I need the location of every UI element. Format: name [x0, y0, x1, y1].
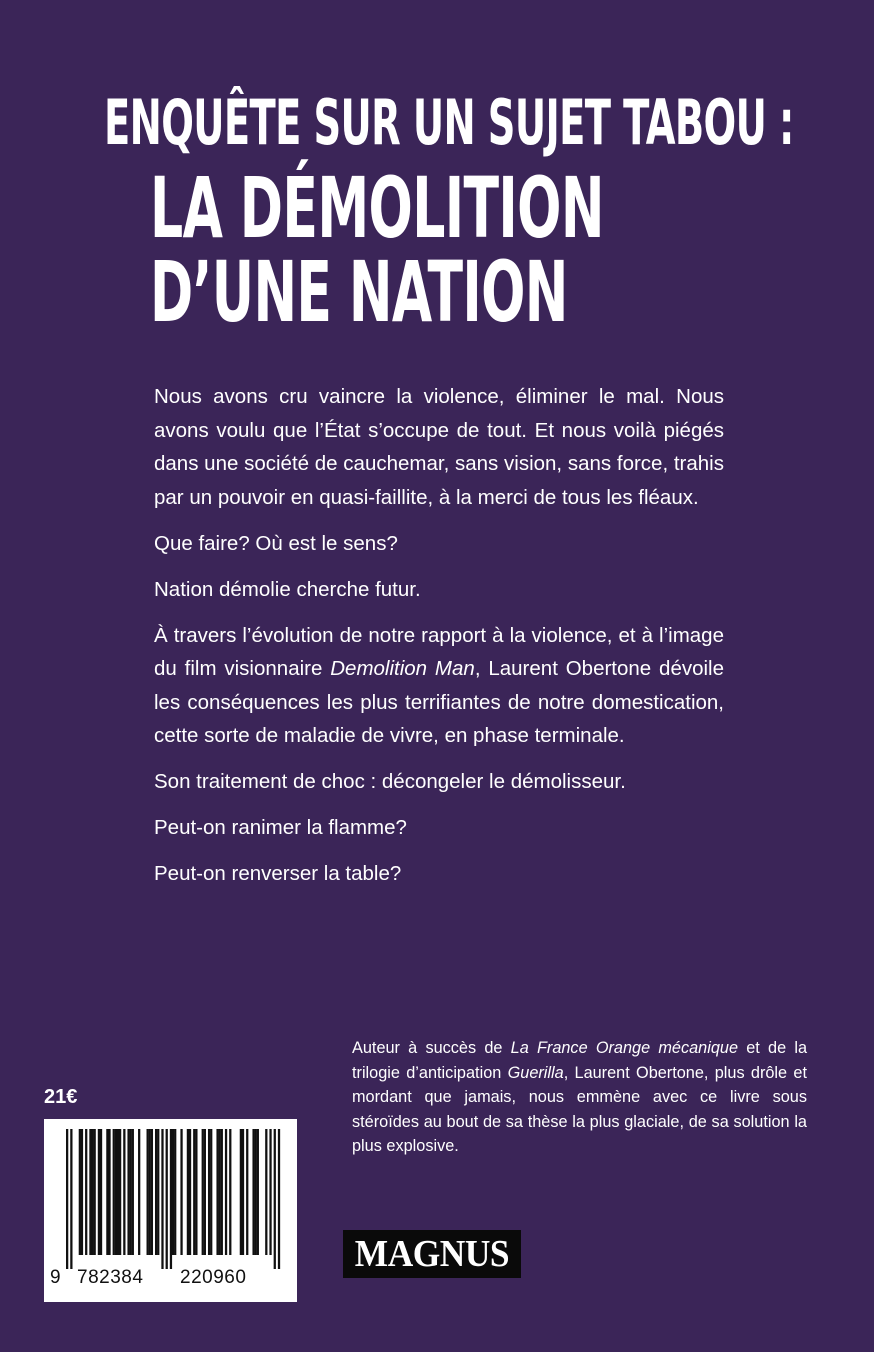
barcode-bar	[252, 1129, 254, 1255]
barcode-bar	[204, 1129, 206, 1255]
blurb-paragraph: Peut-on ranimer la flamme?	[154, 816, 407, 839]
blurb-paragraph: Que faire? Où est le sens?	[154, 531, 398, 555]
book-title: La France Orange mécanique	[510, 1039, 739, 1057]
barcode-bar	[166, 1129, 168, 1269]
barcode-bar	[151, 1129, 153, 1255]
barcode-bar	[70, 1129, 72, 1269]
barcode-bar	[240, 1129, 242, 1255]
barcode-bar	[174, 1129, 176, 1255]
isbn-number	[44, 1267, 297, 1295]
blurb-paragraph: Peut-on renverser la table?	[154, 862, 402, 885]
blurb-paragraph: Nous avons cru vaincre la violence, éliminer le mal. Nous avons voulu que l’État s’occupe de tout. Et nous voilà piégés dans une société de cauchemar, sans vision, sans force, trahis par un pouvoir en quasi-faillite, à la merci de tous les fléaux.	[154, 385, 724, 509]
barcode-bar	[161, 1129, 163, 1269]
barcode-bar	[221, 1129, 223, 1255]
barcode-bar	[91, 1129, 93, 1255]
barcode-bar	[216, 1129, 218, 1255]
film-title: Demolition Man	[330, 657, 475, 680]
barcode-bar	[257, 1129, 259, 1255]
barcode-bar	[157, 1129, 159, 1255]
publisher-logo	[343, 1230, 521, 1278]
barcode-bar	[130, 1129, 132, 1255]
barcode-bar	[155, 1129, 157, 1255]
barcode-bar	[225, 1129, 227, 1255]
barcode-bar	[269, 1129, 271, 1255]
barcode-bar	[81, 1129, 83, 1255]
blurb-text	[154, 380, 724, 903]
barcode-bar	[117, 1129, 119, 1255]
barcode-bar	[202, 1129, 204, 1255]
barcode-bar	[170, 1129, 172, 1269]
barcode-bar	[127, 1129, 129, 1255]
barcode-bar	[242, 1129, 244, 1255]
isbn-digits-left: 782384	[77, 1267, 144, 1288]
barcode-bar	[147, 1129, 149, 1255]
blurb-paragraph	[154, 619, 724, 753]
barcode-bar	[100, 1129, 102, 1255]
barcode-bar	[189, 1129, 191, 1255]
barcode-bar	[123, 1129, 125, 1255]
barcode-bar	[187, 1129, 189, 1255]
barcode-bar	[85, 1129, 87, 1255]
barcode-bar	[132, 1129, 134, 1255]
barcode-bar	[193, 1129, 195, 1255]
barcode-bar	[208, 1129, 210, 1255]
headline-line-1: ENQUÊTE SUR UN SUJET TABOU :	[104, 86, 794, 159]
author-note-span: , Laurent Obertone, plus drôle et mordant que jamais, nous emmène avec ce livre sous stéroïdes au bout de sa thèse la plus glaciale, de sa solution la plus explosive.	[352, 1063, 807, 1155]
blurb-text-span: , Laurent Obertone dévoile les conséquences les plus terrifiantes de notre domestication, cette sorte de maladie de vivre, en phase terminale.	[154, 657, 725, 747]
barcode-bar	[219, 1129, 221, 1255]
isbn-barcode	[44, 1119, 297, 1302]
barcode-bar	[115, 1129, 117, 1255]
barcode-bar	[278, 1129, 280, 1269]
barcode-bar	[255, 1129, 257, 1255]
barcode-bar	[79, 1129, 81, 1255]
barcode-bar	[149, 1129, 151, 1255]
blurb-paragraph: Son traitement de choc : décongeler le démolisseur.	[154, 770, 626, 793]
barcode-bar	[94, 1129, 96, 1255]
blurb-paragraph: Nation démolie cherche futur.	[154, 577, 421, 601]
author-note	[352, 1036, 807, 1159]
publisher-name: MAGNUS	[354, 1233, 510, 1275]
barcode-bar	[274, 1129, 276, 1269]
barcode-bar	[210, 1129, 212, 1255]
author-note-span: Auteur à succès de	[352, 1039, 511, 1057]
barcode-bar	[108, 1129, 110, 1255]
book-title: Guerilla	[507, 1063, 564, 1082]
isbn-digit-first: 9	[50, 1267, 62, 1288]
isbn-digits-right: 220960	[180, 1267, 247, 1288]
barcode-bar	[138, 1129, 140, 1255]
barcode-bar	[172, 1129, 174, 1255]
price-label: 21€	[44, 1086, 78, 1108]
barcode-bar	[89, 1129, 91, 1255]
barcode-bar	[106, 1129, 108, 1255]
headline-line-3: D’UNE NATION	[150, 243, 568, 341]
barcode-bar	[180, 1129, 182, 1255]
barcode-bar	[119, 1129, 121, 1255]
barcode-bar	[265, 1129, 267, 1255]
headline-line-2: LA DÉMOLITION	[150, 159, 604, 257]
author-note-span: et de la trilogie d’anticipation	[352, 1039, 807, 1082]
barcode-bar	[66, 1129, 68, 1269]
barcode-bar	[229, 1129, 231, 1255]
barcode-bar	[113, 1129, 115, 1255]
barcode-bar	[195, 1129, 197, 1255]
barcode-bar	[246, 1129, 248, 1255]
blurb-text-span: À travers l’évolution de notre rapport à la violence, et à l’image du film visionnaire	[154, 623, 724, 680]
barcode-bar	[98, 1129, 100, 1255]
